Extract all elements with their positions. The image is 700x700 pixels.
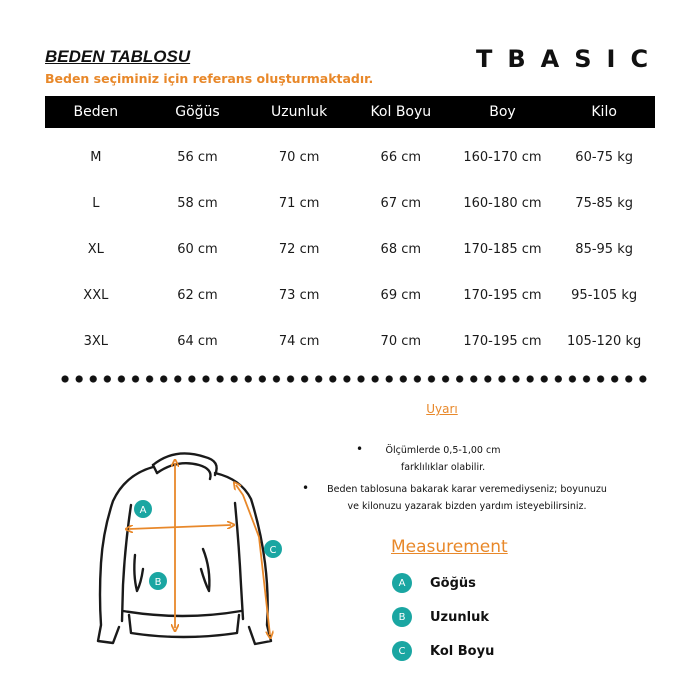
cell-chest: 58 cm	[177, 195, 218, 211]
table-row	[45, 180, 655, 226]
cell-sleeve: 70 cm	[380, 333, 422, 349]
brand-logo: TBASIC	[476, 45, 664, 73]
measurement-title: Measurement	[391, 537, 508, 557]
header-gogus: Göğüs	[147, 96, 249, 128]
cell-chest: 60 cm	[177, 241, 218, 257]
cell-height: 160-170 cm	[463, 149, 542, 165]
warning-item-1-line-2: farklılıklar olabilir.	[400, 462, 486, 473]
cell-height: 170-195 cm	[463, 287, 542, 303]
table-row	[45, 128, 655, 180]
legend-badge-b: B	[392, 607, 412, 627]
bullet-dot: •	[302, 481, 310, 495]
header-kol-boyu: Kol Boyu	[350, 96, 452, 128]
bullet-dot: •	[356, 442, 364, 456]
cell-chest: 56 cm	[177, 149, 218, 165]
header-kilo: Kilo	[553, 96, 655, 128]
legend-item-uzunluk	[392, 607, 489, 627]
dotted-divider	[58, 374, 650, 384]
table-row	[45, 226, 655, 272]
cell-size: XL	[87, 241, 104, 257]
jacket-outline	[98, 453, 271, 644]
header-beden: Beden	[45, 96, 147, 128]
marker-a	[134, 500, 152, 518]
header-boy: Boy	[452, 96, 554, 128]
cell-chest: 64 cm	[177, 333, 218, 349]
cell-height: 170-195 cm	[463, 333, 542, 349]
chest-arrow	[129, 525, 231, 529]
size-table	[45, 96, 655, 364]
cell-weight: 85-95 kg	[575, 241, 633, 257]
warning-item-2-line-1: Beden tablosuna bakarak karar veremediyseniz; boyunuzu	[327, 484, 607, 495]
header-uzunluk: Uzunluk	[248, 96, 350, 128]
cell-length: 71 cm	[278, 195, 320, 211]
legend-badge-a: A	[392, 573, 412, 593]
cell-length: 74 cm	[278, 333, 320, 349]
table-row	[45, 272, 655, 318]
table-row	[45, 318, 655, 364]
cell-height: 170-185 cm	[463, 241, 542, 257]
cell-weight: 75-85 kg	[575, 195, 633, 211]
warning-item-1-line-1: Ölçümlerde 0,5-1,00 cm	[385, 445, 501, 456]
cell-size: XXL	[83, 287, 109, 303]
cell-chest: 62 cm	[177, 287, 218, 303]
marker-b-label: B	[154, 577, 162, 588]
warning-title: Uyarı	[426, 402, 458, 416]
cell-size: 3XL	[83, 333, 109, 349]
legend-label-uzunluk: Uzunluk	[430, 609, 489, 625]
page-title: BEDEN TABLOSU	[45, 47, 191, 66]
cell-sleeve: 69 cm	[380, 287, 422, 303]
cell-sleeve: 66 cm	[380, 149, 422, 165]
cell-length: 70 cm	[278, 149, 320, 165]
legend-item-gogus	[392, 573, 476, 593]
marker-c	[264, 540, 282, 558]
cell-weight: 105-120 kg	[567, 333, 642, 349]
marker-c-label: C	[269, 545, 277, 556]
cell-weight: 95-105 kg	[571, 287, 638, 303]
cell-length: 73 cm	[278, 287, 320, 303]
legend-label-kol-boyu: Kol Boyu	[430, 643, 495, 659]
marker-b	[149, 572, 167, 590]
cell-size: M	[90, 149, 102, 165]
legend-badge-c: C	[392, 641, 412, 661]
cell-size: L	[92, 195, 100, 211]
legend-label-gogus: Göğüs	[430, 575, 476, 591]
cell-sleeve: 68 cm	[380, 241, 422, 257]
jacket-diagram	[95, 445, 295, 655]
marker-a-label: A	[139, 505, 147, 516]
cell-sleeve: 67 cm	[380, 195, 422, 211]
warning-item-2	[312, 481, 622, 515]
cell-length: 72 cm	[278, 241, 320, 257]
cell-height: 160-180 cm	[463, 195, 542, 211]
table-header-row	[45, 96, 655, 128]
warning-item-2-line-2: ve kilonuzu yazarak bizden yardım isteyebilirsiniz.	[347, 501, 587, 512]
cell-weight: 60-75 kg	[575, 149, 633, 165]
warning-item-1	[378, 442, 508, 476]
legend-item-kol-boyu	[392, 641, 494, 661]
page-subtitle: Beden seçiminiz için referans oluşturmaktadır.	[45, 71, 374, 86]
